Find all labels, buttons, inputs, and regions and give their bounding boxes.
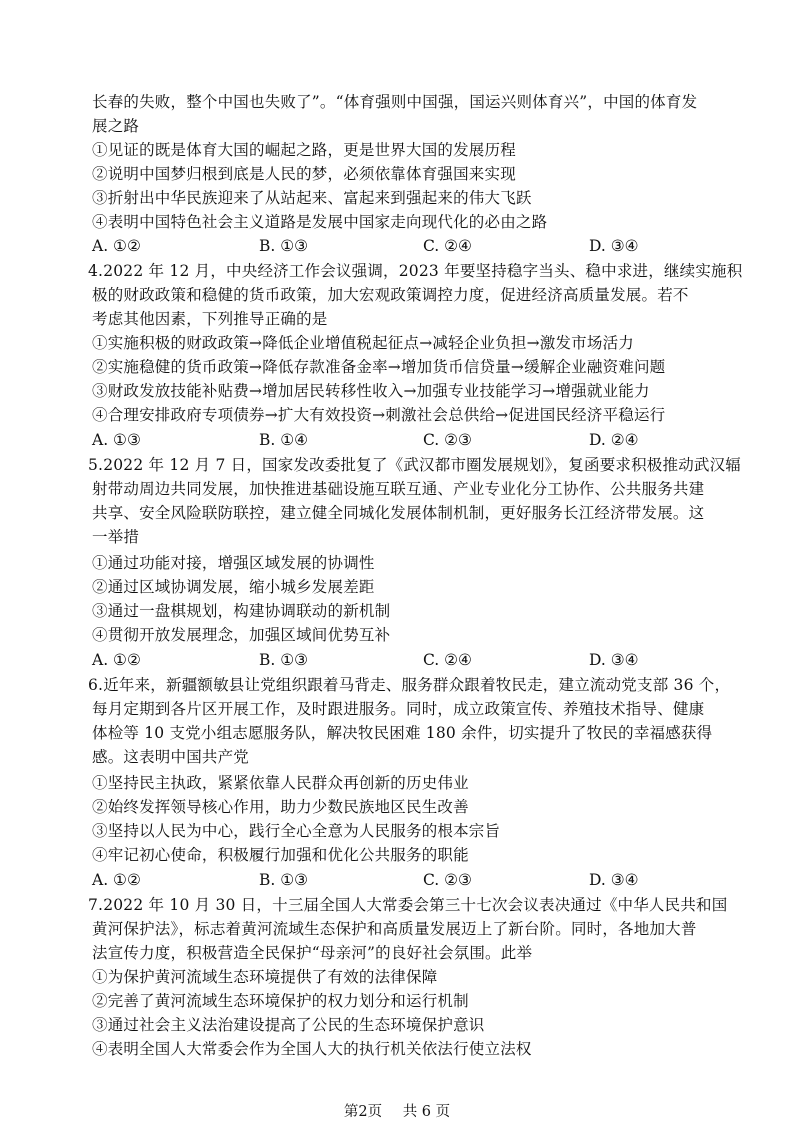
q5-option: ③通过一盘棋规划，构建协调联动的新机制 <box>92 602 391 620</box>
q3-option: ④表明中国特色社会主义道路是发展中国家走向现代化的必由之路 <box>92 213 548 231</box>
q3-choices <box>92 234 702 258</box>
q6-stem-line: 感。这表明中国共产党 <box>92 748 250 766</box>
q7-option: ②完善了黄河流域生态环境保护的权力划分和运行机制 <box>92 992 469 1010</box>
choice-c: C. ②④ <box>423 237 472 255</box>
q6-option: ①坚持民主执政，紧紧依靠人民群众再创新的历史伟业 <box>92 774 469 792</box>
q5-stem-line: 共享、安全风险联防联控，建立健全同城化发展体制机制，更好服务长江经济带发展。这 <box>92 504 705 522</box>
q7-stem-line: 法宣传力度，积极营造全民保护“母亲河”的良好社会氛围。此举 <box>92 944 533 962</box>
q3-option: ②说明中国梦归根到底是人民的梦，必须依靠体育强国来实现 <box>92 165 516 183</box>
q6-choices <box>92 868 702 892</box>
choice-d: D. ③④ <box>589 651 639 669</box>
page-footer <box>0 1102 794 1122</box>
q5-stem-line: 5.2022 年 12 月 7 日，国家发改委批复了《武汉都市圈发展规划》，复函要求积极推动武汉辐 <box>88 456 742 474</box>
q5-option: ②通过区域协调发展，缩小城乡发展差距 <box>92 578 375 596</box>
q5-option: ①通过功能对接，增强区域发展的协调性 <box>92 554 375 572</box>
q5-stem-line: 一举措 <box>92 528 140 546</box>
q6-stem-line: 每月定期到各片区开展工作，及时跟进服务。同时，成立政策宣传、养殖技术指导、健康 <box>92 700 705 718</box>
choice-b: B. ①③ <box>259 871 309 889</box>
choice-a: A. ①③ <box>92 431 141 449</box>
q6-stem-line: 6.近年来，新疆额敏县让党组织跟着马背走、服务群众跟着牧民走，建立流动党支部 36 个， <box>88 676 731 694</box>
choice-c: C. ②③ <box>423 431 472 449</box>
q4-option: ①实施积极的财政政策→降低企业增值税起征点→减轻企业负担→激发市场活力 <box>92 334 634 352</box>
q4-choices <box>92 428 702 452</box>
q4-stem-line: 4.2022 年 12 月，中央经济工作会议强调，2023 年要坚持稳字当头、稳中求进，继续实施积 <box>88 262 743 280</box>
q3-stem-line: 长春的失败，整个中国也失败了”。“体育强则中国强，国运兴则体育兴”，中国的体育发 <box>92 93 698 111</box>
choice-a: A. ①② <box>92 871 141 889</box>
choice-c: C. ②③ <box>423 871 472 889</box>
q6-option: ④牢记初心使命，积极履行加强和优化公共服务的职能 <box>92 846 469 864</box>
q6-option: ②始终发挥领导核心作用，助力少数民族地区民生改善 <box>92 798 469 816</box>
choice-a: A. ①② <box>92 651 141 669</box>
choice-b: B. ①③ <box>259 237 309 255</box>
q7-stem-line: 黄河保护法》，标志着黄河流域生态保护和高质量发展迈上了新台阶。同时，各地加大普 <box>92 920 697 938</box>
q7-stem-line: 7.2022 年 10 月 30 日，十三届全国人大常委会第三十七次会议表决通过《中华人民共和国 <box>88 896 728 914</box>
q5-option: ④贯彻开放发展理念，加强区域间优势互补 <box>92 626 391 644</box>
q7-option: ④表明全国人大常委会作为全国人大的执行机关依法行使立法权 <box>92 1040 532 1058</box>
q3-option: ③折射出中华民族迎来了从站起来、富起来到强起来的伟大飞跃 <box>92 189 532 207</box>
q4-stem-line: 极的财政政策和稳健的货币政策，加大宏观政策调控力度，促进经济高质量发展。若不 <box>92 286 689 304</box>
q5-choices <box>92 648 702 672</box>
q7-option: ①为保护黄河流域生态环境提供了有效的法律保障 <box>92 968 438 986</box>
choice-d: D. ③④ <box>589 237 639 255</box>
q4-option: ②实施稳健的货币政策→降低存款准备金率→增加货币信贷量→缓解企业融资难问题 <box>92 358 666 376</box>
q3-stem-line: 展之路 <box>92 117 140 135</box>
choice-d: D. ②④ <box>589 431 639 449</box>
q6-stem-line: 体检等 10 支党小组志愿服务队，解决牧民困难 180 余件，切实提升了牧民的幸福感获得 <box>92 724 713 742</box>
choice-b: B. ①③ <box>259 651 309 669</box>
choice-b: B. ①④ <box>259 431 309 449</box>
q7-option: ③通过社会主义法治建设提高了公民的生态环境保护意识 <box>92 1016 485 1034</box>
q5-stem-line: 射带动周边共同发展，加快推进基础设施互联互通、产业专业化分工协作、公共服务共建 <box>92 480 705 498</box>
q4-option: ④合理安排政府专项债券→扩大有效投资→刺激社会总供给→促进国民经济平稳运行 <box>92 406 666 424</box>
page-total: 共 6 页 <box>402 1104 451 1120</box>
q6-option: ③坚持以人民为中心，践行全心全意为人民服务的根本宗旨 <box>92 822 501 840</box>
q4-stem-line: 考虑其他因素，下列推导正确的是 <box>92 310 328 328</box>
page-number: 第2页 <box>343 1104 383 1120</box>
q3-option: ①见证的既是体育大国的崛起之路，更是世界大国的发展历程 <box>92 141 516 159</box>
choice-c: C. ②④ <box>423 651 472 669</box>
choice-a: A. ①② <box>92 237 141 255</box>
q4-option: ③财政发放技能补贴费→增加居民转移性收入→加强专业技能学习→增强就业能力 <box>92 382 650 400</box>
choice-d: D. ③④ <box>589 871 639 889</box>
